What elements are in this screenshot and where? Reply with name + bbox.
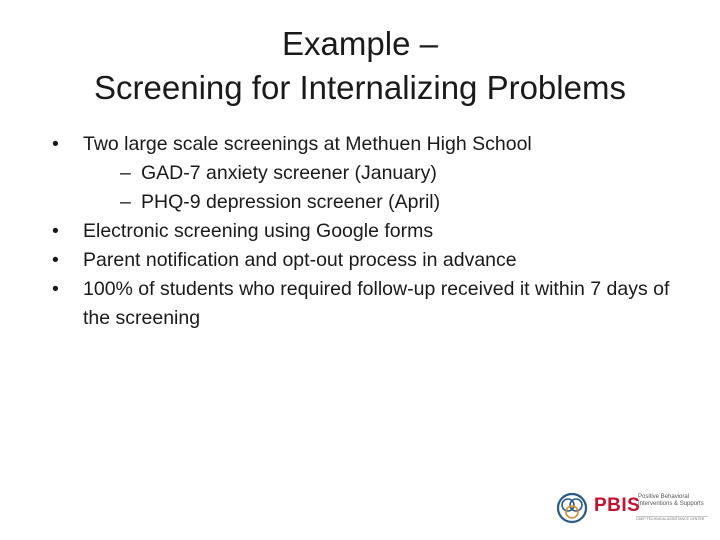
bullet-marker: • [52,220,59,242]
bullet-item [52,275,692,333]
bullet-item [52,217,692,246]
bullet-text: Electronic screening using Google forms [83,220,434,242]
sub-bullet-text: GAD-7 anxiety screener (January) [141,162,437,184]
pbis-logo [556,488,706,528]
sub-bullet-text: PHQ-9 depression screener (April) [141,191,441,213]
bullet-item [52,130,692,159]
sub-bullet-item [52,188,692,217]
title-line-2: Screening for Internalizing Problems [94,69,626,106]
slide-title [0,22,720,110]
bullet-marker: • [52,249,59,271]
sub-bullet-item [52,159,692,188]
bullet-text: 100% of students who required follow-up received it within 7 days of the screening [83,278,670,329]
bullet-marker: • [52,278,59,300]
bullet-list [52,130,692,333]
pbis-tagline: Positive Behavioral Interventions & Supports [638,494,704,507]
bullet-text: Two large scale screenings at Methuen High School [83,133,532,155]
sub-bullet-marker: – [120,162,131,184]
pbis-wordmark: PBIS [594,495,641,516]
sub-bullet-marker: – [120,191,131,213]
pbis-subline: OSEP TECHNICAL ASSISTANCE CENTER [636,516,708,522]
bullet-item [52,246,692,275]
bullet-text: Parent notification and opt-out process in advance [83,249,517,271]
pbis-rings-icon [556,492,588,524]
bullet-marker: • [52,133,59,155]
title-line-1: Example – [282,25,438,62]
